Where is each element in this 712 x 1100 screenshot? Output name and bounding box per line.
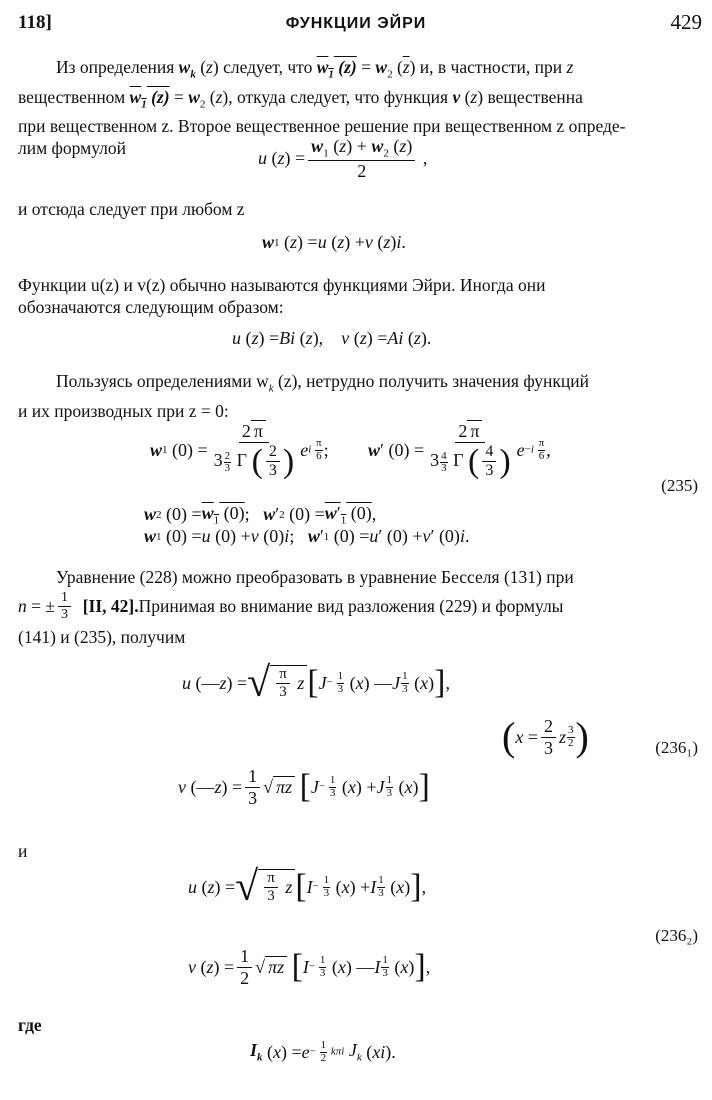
paragraph-3	[18, 274, 700, 318]
text-run: следует, что	[218, 57, 317, 77]
equation-modified-bessel: $I_k$ ( x ) = e − $\frac{1}{2}$ kπi $J_k$ ( xi ).	[250, 1039, 396, 1064]
equation-w1-decomposition: w 1 ( z ) = u ( z ) + v ( z ) i .	[262, 232, 406, 252]
text-line: Уравнение (228) можно преобразовать в уравнение Бесселя (131) при	[56, 567, 574, 587]
text-line: обозначаются следующим образом:	[18, 297, 284, 317]
equation-v-minus-z: v (— z ) = $\frac{1}{3}$ √ πz [ J − $\frac{1}{3}$ ( x ) + J $\frac{1}{3}$ ( x ) ]	[178, 766, 430, 808]
equation-w2-relations: w 2 (0) = $w_1$ (0) ; w ′ 2 (0) = $w'_1$ (0) ,	[144, 503, 377, 527]
equation-w1-real-imag: w 1 (0) = u (0) + v (0) i ; w ′ 1 (0) = u ′ (0) + v ′ (0) i .	[144, 526, 470, 546]
citation: [II, 42].	[82, 596, 139, 617]
running-title: ФУНКЦИИ ЭЙРИ	[285, 15, 427, 32]
text-run: Принимая во внимание вид разложения (229) и формулы	[138, 596, 564, 617]
section-number: 118]	[18, 12, 52, 33]
equation-v-z: v ( z ) = $\frac{1}{2}$ √ πz [ I − $\frac{1}{3}$ ( x ) — I $\frac{1}{3}$ ( x ) ] ,	[188, 946, 431, 988]
text-run: Пользуясь определениями w	[56, 371, 269, 391]
equation-u-definition: u ( z ) = $\frac{w_1 (z) + w_2 (z)}{2}$ ,	[258, 136, 428, 182]
text-run: вещественна	[483, 86, 583, 107]
paragraph-2: и отсюда следует при любом z	[18, 199, 245, 219]
text-line: и их производных при z = 0:	[18, 400, 229, 421]
conjunction-where: где	[18, 1015, 42, 1035]
text-line: при вещественном z. Второе вещественное решение при вещественном z опреде-	[18, 116, 626, 136]
text-run: и, в частности, при	[415, 57, 567, 77]
page-number: 429	[670, 10, 702, 34]
text-run: вещественном	[18, 86, 130, 107]
equation-airy-notation: u ( z ) = Bi ( z ), v ( z ) = Ai ( z ).	[232, 328, 432, 348]
equation-x-substitution: ( x = $\frac{2}{3}$ z $\frac{3}{2}$ )	[502, 714, 589, 760]
equation-number-235: (235)	[661, 476, 698, 495]
paragraph-5	[18, 566, 700, 588]
paragraph-1: Из определения $w_k$ (z) следует, что $w_1$ $(z) = w_2$ $(\overline{z})$ и, в частности, при z вещественном $w_1$ $(z) = w_2$ (z), откуда следует, что функция v (z) вещественна при вещественном z. Второе вещественное решение при вещественном z опреде- лим формулой	[18, 56, 700, 159]
text-run: (z), нетрудно получить значения функций	[277, 371, 589, 391]
text-run: , откуда следует, что функция	[228, 86, 453, 107]
equation-u-z: u ( z ) = √ $\frac{\pi}{3}$ z [ I − $\frac{1}{3}$ ( x ) + I $\frac{1}{3}$ ( x ) ] ,	[188, 864, 427, 910]
equation-number-236-1: (236₁)	[655, 738, 698, 757]
paragraph-5-end: (141) и (235), получим	[18, 627, 186, 647]
equation-u-minus-z: u (— z ) = √ $\frac{\pi}{3}$ z [ J − $\frac{1}{3}$ ( x ) — J $\frac{1}{3}$ ( x ) ] ,	[182, 660, 450, 706]
text-run: Из определения	[56, 57, 179, 77]
paragraph-4: Пользуясь определениями $w_k$ (z), нетрудно получить значения функций и их производных при z = 0:	[18, 370, 700, 422]
text-line-with-fraction: n = ± $\frac{1}{3}$ [II, 42]. Принимая во внимание вид разложения (229) и формулы	[18, 590, 564, 623]
text-line: лим формулой	[18, 138, 127, 158]
conjunction-and: и	[18, 841, 28, 861]
equation-w-prime-at-zero: w ′ (0) = 2 π 3 $^{\frac{4}{3}}$ Γ ( $\frac{4}{3}$ ) e −i $\frac{\pi}{6}$ ,	[368, 421, 551, 480]
text-line: Функции u(z) и v(z) обычно называются функциями Эйри. Иногда они	[18, 275, 546, 295]
equation-w1-at-zero: w 1 (0) = 2 π 3 $^{\frac{2}{3}}$ Γ ( $\frac{2}{3}$ ) e i $\frac{\pi}{6}$ ;	[150, 421, 329, 480]
equation-number-236-2: (236₂)	[655, 926, 698, 945]
